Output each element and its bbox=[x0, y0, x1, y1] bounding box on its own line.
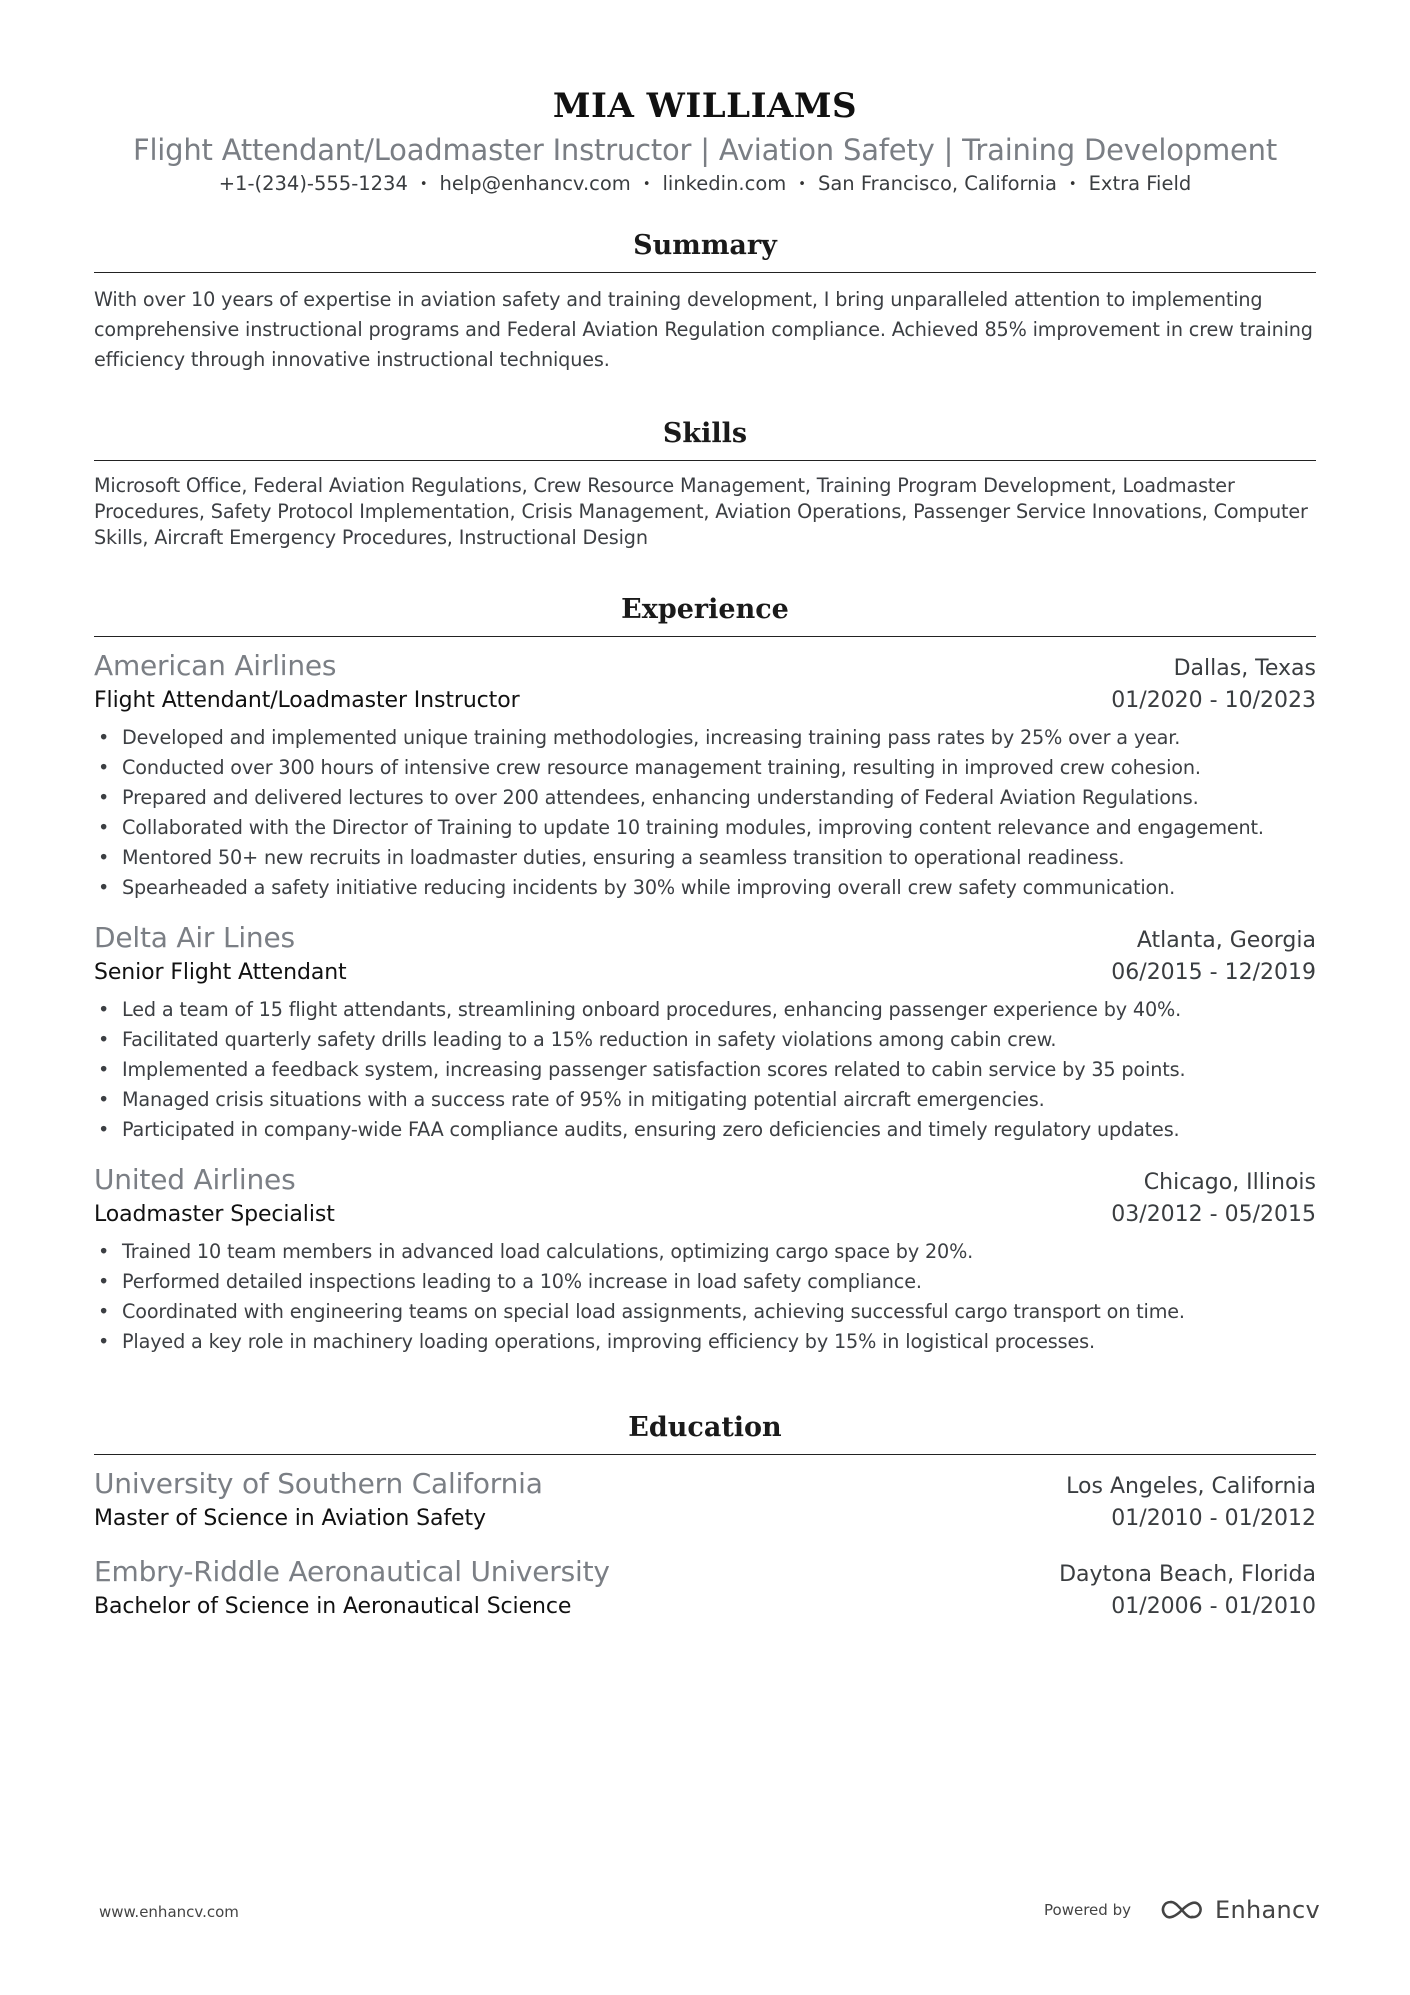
contact-separator: • bbox=[642, 177, 651, 192]
achievement-item: • Performed detailed inspections leading to a 10% increase in load safety compliance. bbox=[94, 1267, 1316, 1297]
job-title: Loadmaster Specialist bbox=[94, 1202, 335, 1227]
company-name: Delta Air Lines bbox=[94, 921, 295, 954]
resume-header bbox=[0, 84, 1410, 199]
contact-linkedin[interactable]: linkedin.com bbox=[662, 172, 787, 195]
achievement-item: • Played a key role in machinery loading operations, improving efficiency by 15% in logistical processes. bbox=[94, 1327, 1316, 1357]
section-divider bbox=[94, 1454, 1316, 1455]
contact-phone: +1-(234)-555-1234 bbox=[218, 172, 408, 195]
company-name: American Airlines bbox=[94, 649, 337, 682]
job-title: Senior Flight Attendant bbox=[94, 960, 347, 985]
degree: Bachelor of Science in Aeronautical Science bbox=[94, 1594, 572, 1619]
job-dates: 03/2012 - 05/2015 bbox=[1111, 1202, 1316, 1227]
achievement-item: • Collaborated with the Director of Training to update 10 training modules, improving content relevance and engagement. bbox=[94, 813, 1316, 843]
achievement-item: • Spearheaded a safety initiative reducing incidents by 30% while improving overall crew safety communication. bbox=[94, 873, 1316, 903]
enhancv-brand-name: Enhancv bbox=[1214, 1896, 1320, 1924]
contact-separator: • bbox=[419, 177, 428, 192]
job-location: Atlanta, Georgia bbox=[1136, 928, 1316, 953]
contact-line bbox=[0, 170, 1410, 199]
section-title-experience: Experience bbox=[621, 594, 789, 625]
enhancv-logo-icon bbox=[1159, 1898, 1205, 1922]
school-location: Los Angeles, California bbox=[1066, 1474, 1316, 1499]
school-name: Embry-Riddle Aeronautical University bbox=[94, 1555, 610, 1588]
school-name: University of Southern California bbox=[94, 1467, 543, 1500]
enhancv-brand[interactable] bbox=[1159, 1896, 1320, 1924]
job-location: Dallas, Texas bbox=[1173, 656, 1316, 681]
achievement-list bbox=[94, 723, 1316, 903]
job-title: Flight Attendant/Loadmaster Instructor bbox=[94, 688, 520, 713]
education-section bbox=[94, 1410, 1316, 1623]
school-location: Daytona Beach, Florida bbox=[1059, 1562, 1316, 1587]
summary-section bbox=[94, 228, 1316, 375]
footer-website-link[interactable]: www.enhancv.com bbox=[99, 1903, 239, 1921]
achievement-item: • Managed crisis situations with a success rate of 95% in mitigating potential aircraft emergencies. bbox=[94, 1085, 1316, 1115]
skills-section bbox=[94, 416, 1316, 551]
achievement-item: • Conducted over 300 hours of intensive crew resource management training, resulting in improved crew cohesion. bbox=[94, 753, 1316, 783]
achievement-item: • Coordinated with engineering teams on special load assignments, achieving successful cargo transport on time. bbox=[94, 1297, 1316, 1327]
section-divider bbox=[94, 460, 1316, 461]
experience-entry bbox=[94, 1161, 1316, 1357]
education-entry bbox=[94, 1465, 1316, 1535]
education-entry bbox=[94, 1553, 1316, 1623]
job-dates: 01/2020 - 10/2023 bbox=[1111, 688, 1316, 713]
achievement-item: • Facilitated quarterly safety drills leading to a 15% reduction in safety violations among cabin crew. bbox=[94, 1025, 1316, 1055]
achievement-item: • Trained 10 team members in advanced load calculations, optimizing cargo space by 20%. bbox=[94, 1237, 1316, 1267]
education-dates: 01/2010 - 01/2012 bbox=[1111, 1506, 1316, 1531]
achievement-list bbox=[94, 995, 1316, 1145]
contact-location: San Francisco, California bbox=[817, 172, 1057, 195]
section-title-education: Education bbox=[628, 1412, 782, 1443]
candidate-name: MIA WILLIAMS bbox=[552, 86, 858, 126]
achievement-item: • Implemented a feedback system, increasing passenger satisfaction scores related to cabin service by 35 points. bbox=[94, 1055, 1316, 1085]
achievement-item: • Led a team of 15 flight attendants, streamlining onboard procedures, enhancing passenger experience by 40%. bbox=[94, 995, 1316, 1025]
summary-text: With over 10 years of expertise in aviation safety and training development, I bring unparalleled attention to implementing comprehensive instructional programs and Federal Aviation Regulation compliance. Achieved 85% improvement in crew training efficiency through innovative instructional techniques. bbox=[94, 288, 1313, 371]
contact-email[interactable]: help@enhancv.com bbox=[439, 172, 631, 195]
powered-by-label: Powered by bbox=[1044, 1901, 1131, 1919]
section-divider bbox=[94, 636, 1316, 637]
job-location: Chicago, Illinois bbox=[1143, 1170, 1316, 1195]
section-title-skills: Skills bbox=[662, 418, 748, 449]
achievement-list bbox=[94, 1237, 1316, 1357]
contact-separator: • bbox=[798, 177, 806, 192]
achievement-item: • Participated in company-wide FAA compliance audits, ensuring zero deficiencies and timely regulatory updates. bbox=[94, 1115, 1316, 1145]
achievement-item: • Mentored 50+ new recruits in loadmaster duties, ensuring a seamless transition to operational readiness. bbox=[94, 843, 1316, 873]
education-dates: 01/2006 - 01/2010 bbox=[1111, 1594, 1316, 1619]
candidate-headline: Flight Attendant/Loadmaster Instructor | Aviation Safety | Training Development bbox=[132, 133, 1278, 167]
experience-entry bbox=[94, 919, 1316, 1145]
footer-branding bbox=[1044, 1896, 1320, 1924]
skills-text: Microsoft Office, Federal Aviation Regulations, Crew Resource Management, Training Program Development, Loadmaster Procedures, Safety Protocol Implementation, Crisis Management, Aviation Operations, Passenger Service Innovations, Computer Skills, Aircraft Emergency Procedures, Instructional Design bbox=[94, 474, 1308, 549]
experience-section bbox=[94, 592, 1316, 1357]
contact-extra-field: Extra Field bbox=[1088, 172, 1192, 195]
experience-entry bbox=[94, 647, 1316, 903]
degree: Master of Science in Aviation Safety bbox=[94, 1506, 486, 1531]
achievement-item: • Developed and implemented unique training methodologies, increasing training pass rates by 25% over a year. bbox=[94, 723, 1316, 753]
section-divider bbox=[94, 272, 1316, 273]
achievement-item: • Prepared and delivered lectures to over 200 attendees, enhancing understanding of Federal Aviation Regulations. bbox=[94, 783, 1316, 813]
job-dates: 06/2015 - 12/2019 bbox=[1111, 960, 1316, 985]
company-name: United Airlines bbox=[94, 1163, 296, 1196]
contact-separator: • bbox=[1068, 177, 1077, 192]
section-title-summary: Summary bbox=[633, 230, 777, 261]
